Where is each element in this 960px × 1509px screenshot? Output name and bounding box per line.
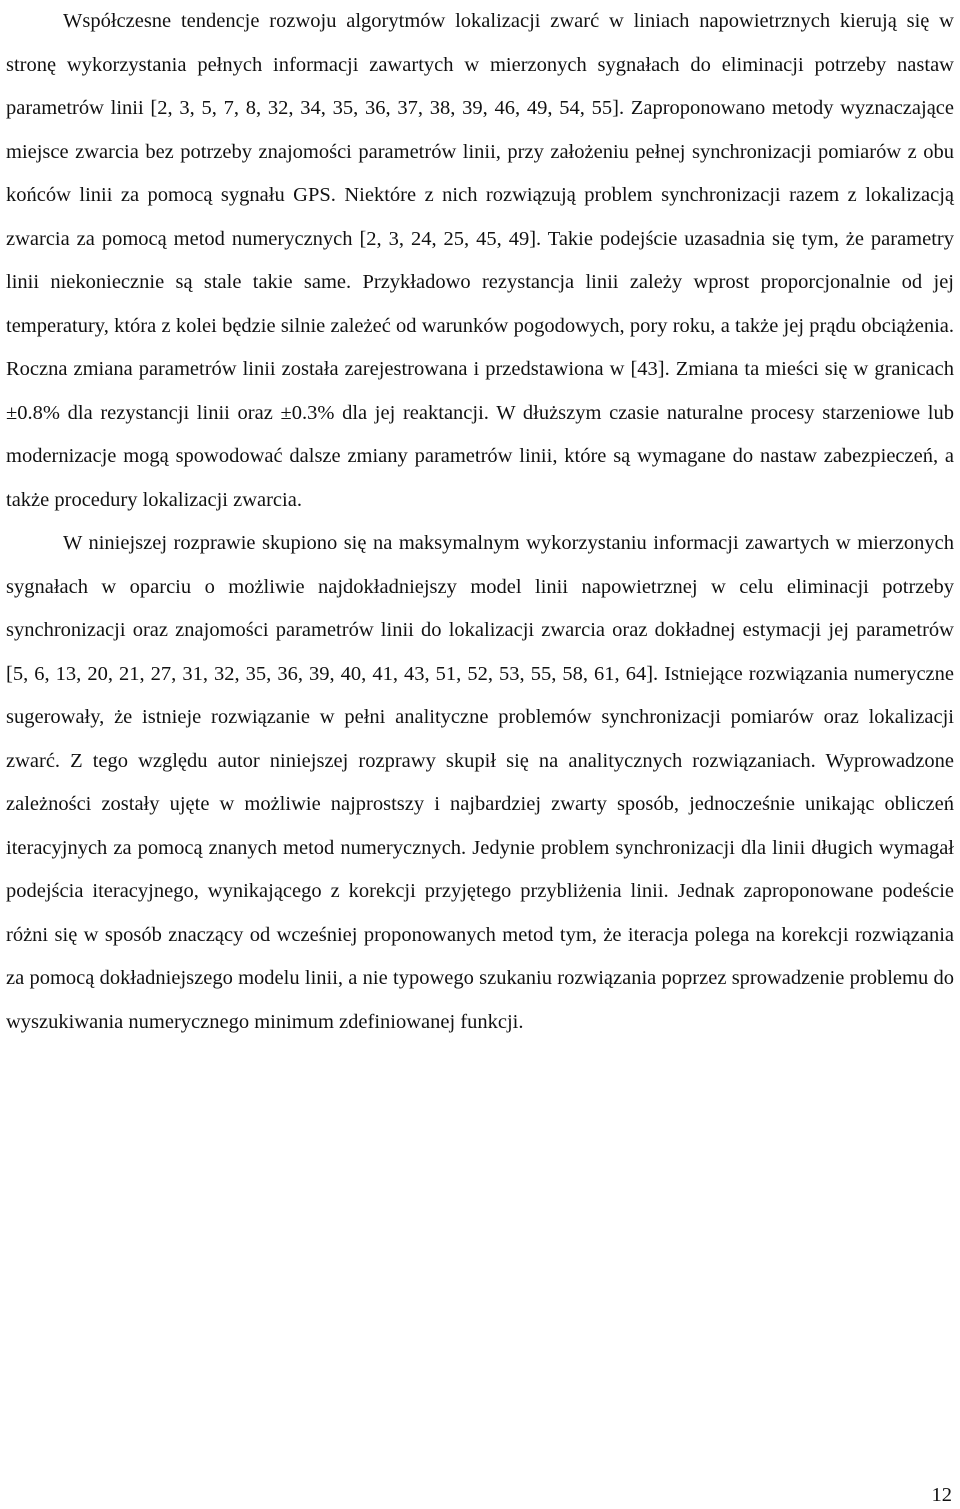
page-number: 12 xyxy=(931,1484,952,1506)
body-paragraph-1: Współczesne tendencje rozwoju algorytmów lokalizacji zwarć w liniach napowietrznych kierują się w stronę wykorzystania pełnych informacji zawartych w mierzonych sygnałach do eliminacji potrzeby nastaw parametrów linii [2, 3, 5, 7, 8, 32, 34, 35, 36, 37, 38, 39, 46, 49, 54, 55]. Zaproponowano metody wyznaczające miejsce zwarcia bez potrzeby znajomości parametrów linii, przy założeniu pełnej synchronizacji pomiarów z obu końców linii za pomocą sygnału GPS. Niektóre z nich rozwiązują problem synchronizacji razem z lokalizacją zwarcia za pomocą metod numerycznych [2, 3, 24, 25, 45, 49]. Takie podejście uzasadnia się tym, że parametry linii niekoniecznie są stale takie same. Przykładowo rezystancja linii zależy wprost proporcjonalnie od jej temperatury, która z kolei będzie silnie zależeć od warunków pogodowych, pory roku, a także jej prądu obciążenia. Roczna zmiana parametrów linii została zarejestrowana i przedstawiona w [43]. Zmiana ta mieści się w granicach ±0.8% dla rezystancji linii oraz ±0.3% dla jej reaktancji. W dłuższym czasie naturalne procesy starzeniowe lub modernizacje mogą spowodować dalsze zmiany parametrów linii, które są wymagane do nastaw zabezpieczeń, a także procedury lokalizacji zwarcia. xyxy=(6,10,954,511)
body-paragraph-2: W niniejszej rozprawie skupiono się na maksymalnym wykorzystaniu informacji zawartych w mierzonych sygnałach w oparciu o możliwie najdokładniejszy model linii napowietrznej w celu eliminacji potrzeby synchronizacji oraz znajomości parametrów linii do lokalizacji zwarcia oraz dokładnej estymacji jej parametrów [5, 6, 13, 20, 21, 27, 31, 32, 35, 36, 39, 40, 41, 43, 51, 52, 53, 55, 58, 61, 64]. Istniejące rozwiązania numeryczne sugerowały, że istnieje rozwiązanie w pełni analityczne problemów synchronizacji pomiarów oraz lokalizacji zwarć. Z tego względu autor niniejszej rozprawy skupił się na analitycznych rozwiązaniach. Wyprowadzone zależności zostały ujęte w możliwie najprostszy i najbardziej zwarty sposób, jednocześnie unikając obliczeń iteracyjnych za pomocą znanych metod numerycznych. Jedynie problem synchronizacji dla linii długich wymagał podejścia iteracyjnego, wynikającego z korekcji przyjętego przybliżenia linii. Jednak zaproponowane podeście różni się w sposób znaczący od wcześniej proponowanych metod tym, że iteracja polega na korekcji rozwiązania za pomocą dokładniejszego modelu linii, a nie typowego szukaniu rozwiązania poprzez sprowadzenie problemu do wyszukiwania numerycznego minimum zdefiniowanej funkcji. xyxy=(6,532,954,1033)
document-page xyxy=(6,0,954,1044)
